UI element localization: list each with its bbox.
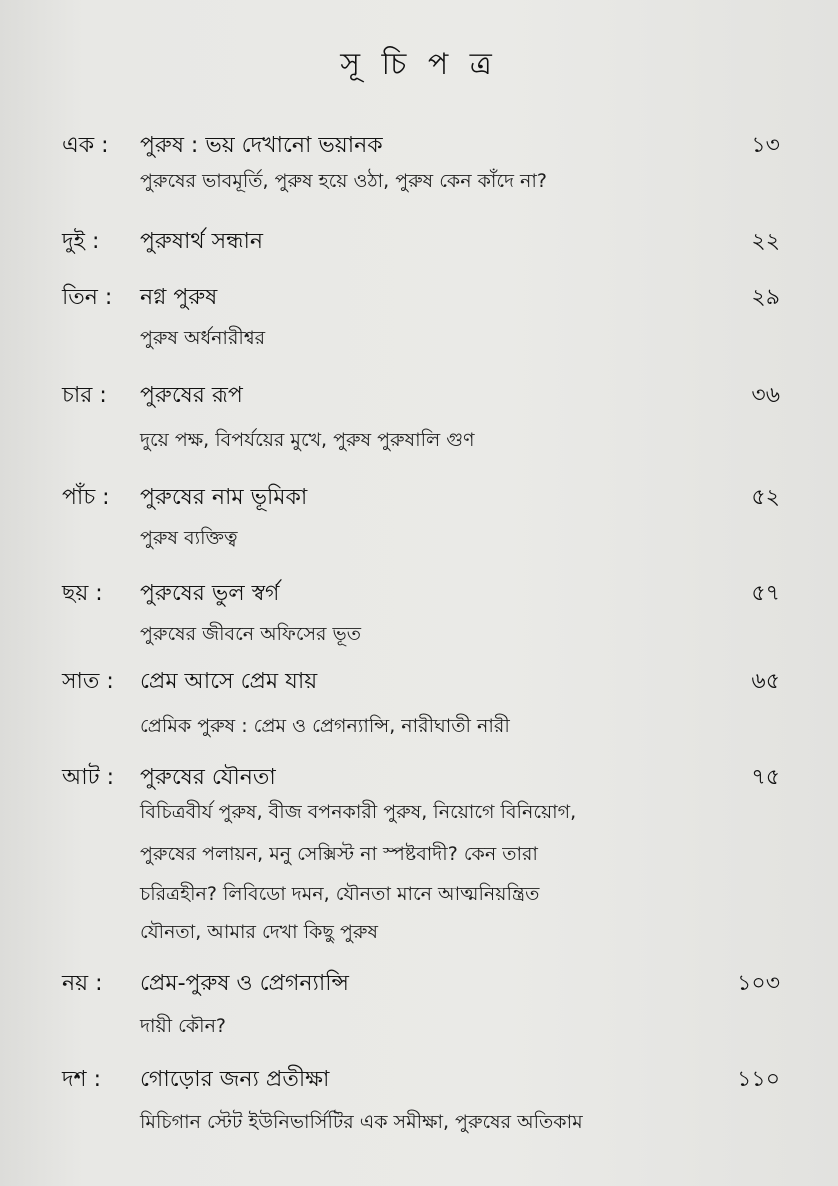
chapter-page-number: ৫২ — [751, 485, 780, 510]
chapter-page-number: ৬৫ — [751, 669, 780, 694]
chapter-subtopics-line: বিচিত্রবীর্য পুরুষ, বীজ বপনকারী পুরুষ, নিয়োগে বিনিয়োগ, — [140, 801, 577, 823]
chapter-subtopics: দায়ী কৌন? — [140, 1015, 227, 1037]
toc-entry-1 — [0, 128, 838, 192]
toc-entry-4 — [0, 378, 838, 451]
chapter-page-number: ১০৩ — [737, 971, 780, 996]
chapter-title: পুরুষের ভুল স্বর্গ — [140, 581, 280, 606]
toc-entry-line — [0, 1062, 838, 1098]
chapter-title: নগ্ন পুরুষ — [140, 285, 218, 310]
chapter-subtopics-line: পুরুষের পলায়ন, মনু সেক্সিস্ট না স্পষ্টবাদী? কেন তারা — [140, 843, 538, 865]
chapter-number: পাঁচ : — [62, 485, 110, 510]
toc-entry-2 — [0, 224, 838, 260]
chapter-number: তিন : — [62, 285, 113, 310]
chapter-subtopics-line: যৌনতা, আমার দেখা কিছু পুরুষ — [140, 921, 378, 943]
chapter-title: গোড়োর জন্য প্রতীক্ষা — [140, 1067, 330, 1092]
chapter-subtopics: পুরুষের ভাবমূর্তি, পুরুষ হয়ে ওঠা, পুরুষ কেন কাঁদে না? — [140, 170, 547, 192]
chapter-number: আট : — [62, 765, 115, 790]
toc-entry-8 — [0, 760, 838, 943]
chapter-number: চার : — [62, 383, 107, 408]
chapter-title: পুরুষের নাম ভূমিকা — [140, 485, 308, 510]
chapter-page-number: ২৯ — [751, 285, 780, 310]
chapter-subtopics: প্রেমিক পুরুষ : প্রেম ও প্রেগন্যান্সি, নারীঘাতী নারী — [140, 715, 510, 737]
chapter-title: পুরুষের রূপ — [140, 383, 243, 408]
chapter-subtopics: পুরুষের জীবনে অফিসের ভূত — [140, 623, 361, 645]
chapter-number: এক : — [62, 133, 109, 158]
chapter-title: পুরুষ : ভয় দেখানো ভয়ানক — [140, 133, 383, 158]
chapter-title: পুরুষার্থ সন্ধান — [140, 229, 264, 254]
toc-entry-line — [0, 128, 838, 164]
toc-entry-line — [0, 664, 838, 700]
chapter-number: দশ : — [62, 1067, 101, 1092]
chapter-number: নয় : — [62, 971, 103, 996]
chapter-subtopics: পুরুষ ব্যক্তিত্ব — [140, 527, 238, 549]
toc-entry-line — [0, 480, 838, 516]
toc-entry-5 — [0, 480, 838, 549]
chapter-number: দুই : — [62, 229, 100, 254]
chapter-page-number: ৫৭ — [751, 581, 780, 606]
chapter-title: প্রেম-পুরুষ ও প্রেগন্যান্সি — [140, 971, 349, 996]
chapter-number: ছয় : — [62, 581, 103, 606]
toc-entry-line — [0, 760, 838, 796]
chapter-page-number: ৩৬ — [751, 383, 780, 408]
toc-entry-6 — [0, 576, 838, 645]
toc-entry-line — [0, 224, 838, 260]
chapter-page-number: ১১০ — [737, 1067, 780, 1092]
toc-entry-line — [0, 576, 838, 612]
chapter-page-number: ২২ — [751, 229, 780, 254]
chapter-subtopics: দুয়ে পক্ষ, বিপর্যয়ের মুখে, পুরুষ পুরুষালি গুণ — [140, 429, 475, 451]
chapter-subtopics: পুরুষ অর্ধনারীশ্বর — [140, 327, 266, 349]
toc-entry-line — [0, 280, 838, 316]
chapter-page-number: ১৩ — [751, 133, 780, 158]
toc-entry-line — [0, 966, 838, 1002]
chapter-subtopics-line: চরিত্রহীন? লিবিডো দমন, যৌনতা মানে আত্মনিয়ন্ত্রিত — [140, 883, 540, 905]
chapter-title: প্রেম আসে প্রেম যায় — [140, 669, 318, 694]
chapter-title: পুরুষের যৌনতা — [140, 765, 276, 790]
toc-entry-line — [0, 378, 838, 414]
chapter-page-number: ৭৫ — [751, 765, 780, 790]
chapter-subtopics: মিচিগান স্টেট ইউনিভার্সিটির এক সমীক্ষা, পুরুষের অতিকাম — [140, 1111, 583, 1133]
toc-entry-3 — [0, 280, 838, 349]
toc-entry-7 — [0, 664, 838, 737]
toc-entry-10 — [0, 1062, 838, 1133]
toc-entry-9 — [0, 966, 838, 1037]
chapter-number: সাত : — [62, 669, 114, 694]
page-title: সূ চি প ত্র — [340, 47, 498, 82]
